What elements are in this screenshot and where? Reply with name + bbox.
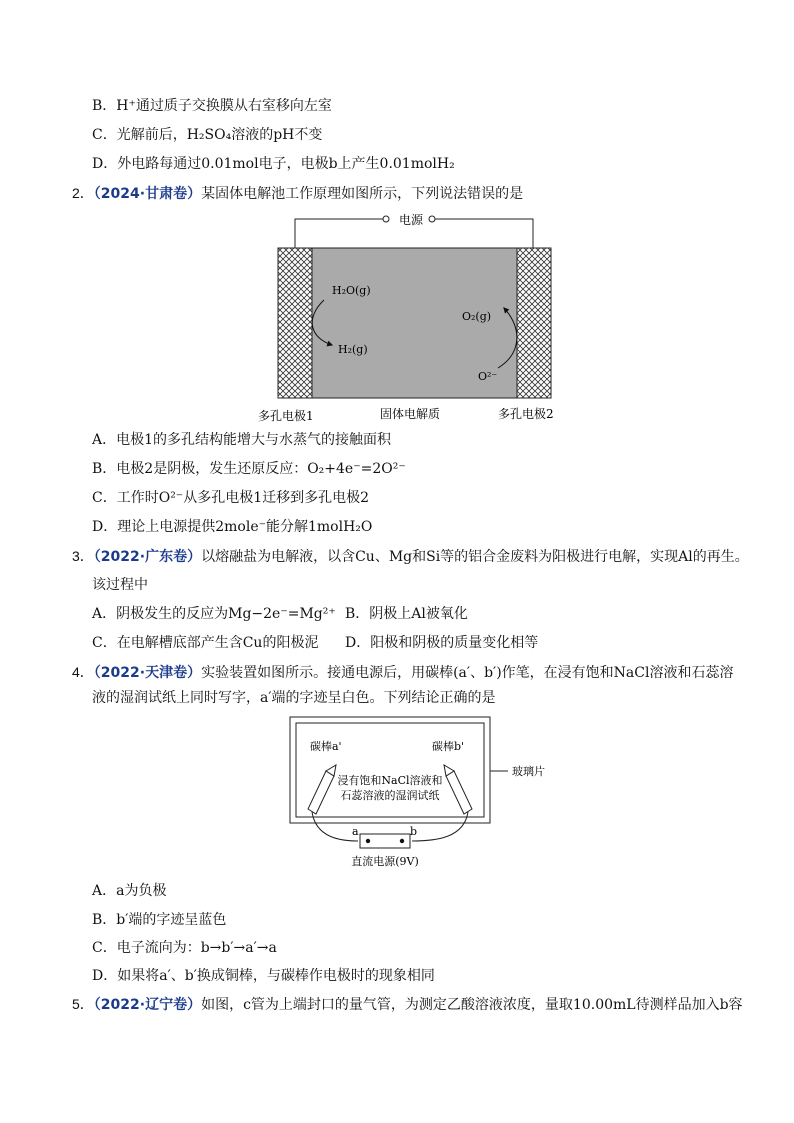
terminal-a	[366, 839, 370, 843]
rod-b-label: 碳棒b'	[432, 740, 465, 753]
electrolyte-label: 固体电解质	[380, 407, 441, 421]
glass-label: 玻璃片	[512, 765, 545, 778]
q3-option-a: A．阴极发生的反应为Mg−2e⁻=Mg²⁺	[92, 606, 336, 622]
terminal-left	[383, 216, 389, 222]
q2-option-c: C．工作时O²⁻从多孔电极1迁移到多孔电极2	[92, 490, 370, 506]
q3-option-b: B．阴极上Al被氧化	[345, 606, 468, 622]
q4-option-b: B．b′端的字迹呈蓝色	[92, 912, 227, 928]
q5-stem: 如图，c管为上端封口的量气管，为测定乙酸溶液浓度，量取10.00mL待测样品加入b容	[201, 997, 743, 1013]
terminal-right	[429, 216, 435, 222]
q3-stem-line	[72, 546, 749, 567]
q2-number: 2．	[72, 185, 94, 201]
q2-stem-line	[72, 183, 523, 204]
q4-stem-line	[72, 662, 733, 683]
test-paper	[296, 723, 484, 817]
electrode1-label: 多孔电极1	[258, 409, 314, 423]
q4-stem-2: 液的湿润试纸上同时写字，a′端的字迹呈白色。下列结论正确的是	[92, 690, 496, 706]
porous-electrode-2	[517, 248, 551, 398]
q1-option-b: B．H⁺通过质子交换膜从右室移向左室	[92, 98, 332, 114]
q2-option-b: B．电极2是阴极，发生还原反应：O₂+4e⁻=2O²⁻	[92, 461, 406, 477]
q4-stem-1: 实验装置如图所示。接通电源后，用碳棒(a′、b′)作笔，在浸有饱和NaCl溶液和石蕊溶	[201, 665, 734, 681]
paper-label-2: 石蕊溶液的湿润试纸	[340, 789, 440, 802]
q2-source: （2024·甘肃卷）	[93, 186, 202, 202]
q2-option-d: D．理论上电源提供2mole⁻能分解1molH₂O	[92, 519, 373, 535]
paper-label-1: 浸有饱和NaCl溶液和	[337, 774, 443, 787]
power-label: 电源	[399, 213, 424, 227]
q3-stem-2: 该过程中	[92, 577, 148, 593]
power-supply-label: 直流电源(9V)	[351, 855, 419, 868]
q4-option-c: C．电子流向为：b→b′→a′→a	[92, 940, 277, 956]
carbon-rod-writing-figure	[286, 713, 576, 873]
o2-ion-label: O²⁻	[478, 370, 498, 383]
terminal-b	[400, 839, 404, 843]
q4-source: （2022·天津卷）	[93, 665, 202, 681]
wire-right	[435, 219, 533, 248]
q1-option-c: C．光解前后，H₂SO₄溶液的pH不变	[92, 127, 323, 143]
h2o-label: H₂O(g)	[332, 284, 371, 297]
q4-number: 4．	[72, 664, 94, 680]
q3-option-d: D．阳极和阴极的质量变化相等	[345, 635, 539, 651]
q5-source: （2022·辽宁卷）	[93, 997, 202, 1013]
q5-number: 5．	[72, 996, 94, 1012]
q3-source: （2022·广东卷）	[93, 549, 202, 565]
q3-number: 3．	[72, 548, 94, 564]
q3-option-c: C．在电解槽底部产生含Cu的阳极泥	[92, 635, 319, 651]
wire-left	[295, 219, 383, 248]
h2-label: H₂(g)	[338, 343, 368, 356]
q1-option-d: D．外电路每通过0.01mol电子，电极b上产生0.01molH₂	[92, 156, 455, 172]
q4-option-a: A．a为负极	[92, 883, 167, 899]
q3-stem-1: 以熔融盐为电解液，以含Cu、Mg和Si等的铝合金废料为阳极进行电解，实现Al的再生。	[201, 549, 749, 565]
q2-option-a: A．电极1的多孔结构能增大与水蒸气的接触面积	[92, 432, 392, 448]
q4-option-d: D．如果将a′、b′换成铜棒，与碳棒作电极时的现象相同	[92, 968, 435, 984]
electrolysis-cell-figure	[250, 208, 570, 426]
electrode2-label: 多孔电极2	[498, 407, 554, 421]
terminal-b-label: b	[410, 825, 418, 838]
q2-stem: 某固体电解池工作原理如图所示，下列说法错误的是	[201, 186, 524, 202]
terminal-a-label: a	[352, 825, 359, 838]
q5-stem-line	[72, 994, 743, 1015]
rod-a-label: 碳棒a'	[310, 740, 342, 753]
o2-label: O₂(g)	[462, 310, 492, 323]
porous-electrode-1	[278, 248, 312, 398]
